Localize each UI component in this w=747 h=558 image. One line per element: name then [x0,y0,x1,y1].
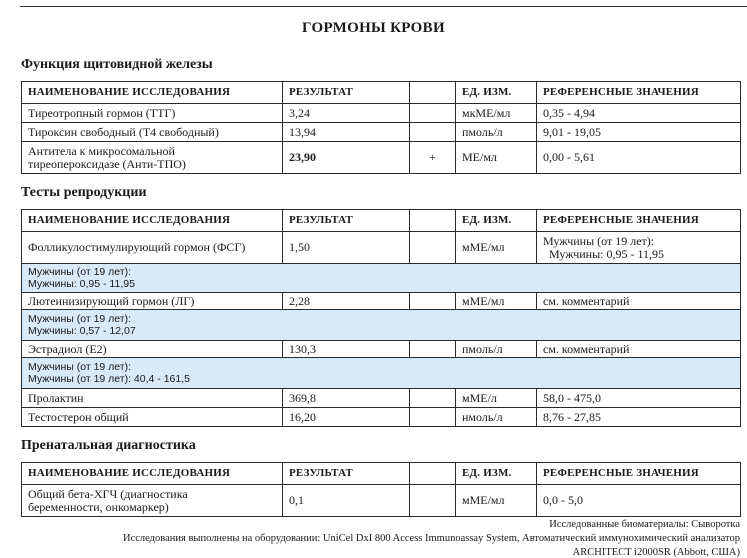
test-name-line: беременности, онкомаркер) [28,499,169,514]
test-reference: 9,01 - 19,05 [537,123,741,142]
test-reference: см. комментарий [537,341,741,358]
test-flag [410,232,456,264]
test-unit: МЕ/мл [456,142,537,174]
test-flag [410,341,456,358]
comment-row [22,358,741,389]
table-row [22,341,741,358]
test-name: Пролактин [22,389,283,408]
table-row [22,293,741,310]
header-reference: РЕФЕРЕНСНЫЕ ЗНАЧЕНИЯ [537,210,741,232]
table-header-row [22,463,741,485]
header-result: РЕЗУЛЬТАТ [283,82,410,104]
test-result: 16,20 [283,408,410,427]
table-row [22,408,741,427]
test-unit: мМЕ/л [456,389,537,408]
test-result: 130,3 [283,341,410,358]
footer-equipment-cont: ARCHITECT i2000SR (Abbott, США) [572,547,740,558]
test-name: Фолликулостимулирующий гормон (ФСГ) [22,232,283,264]
comment-row [22,264,741,293]
test-unit: нмоль/л [456,408,537,427]
header-result: РЕЗУЛЬТАТ [283,463,410,485]
test-name [22,142,283,174]
test-name: Лютеинизирующий гормон (ЛГ) [22,293,283,310]
table-row [22,104,741,123]
comment-line: Мужчины (от 19 лет): [28,361,132,373]
section-title-reproduction: Тесты репродукции [21,185,147,200]
test-name: Тиреотропный гормон (ТТГ) [22,104,283,123]
header-name: НАИМЕНОВАНИЕ ИССЛЕДОВАНИЯ [22,82,283,104]
table-row [22,389,741,408]
top-rule [20,0,747,7]
test-reference: 0,00 - 5,61 [537,142,741,174]
header-reference: РЕФЕРЕНСНЫЕ ЗНАЧЕНИЯ [537,463,741,485]
comment-row [22,310,741,341]
test-result: 369,8 [283,389,410,408]
test-unit: пмоль/л [456,123,537,142]
test-name: Эстрадиол (Е2) [22,341,283,358]
test-unit: мМЕ/мл [456,485,537,517]
test-reference: 0,0 - 5,0 [537,485,741,517]
reference-line: Мужчины: 0,95 - 11,95 [549,246,665,261]
header-unit: ЕД. ИЗМ. [456,82,537,104]
comment-line: Мужчины: 0,95 - 11,95 [28,278,135,290]
comment-line: Мужчины (от 19 лет): [28,266,132,278]
table-row [22,142,741,174]
table-header-row [22,210,741,232]
header-unit: ЕД. ИЗМ. [456,210,537,232]
comment-line: Мужчины (от 19 лет): 40,4 - 161,5 [28,373,190,385]
reference-line: Мужчины (от 19 лет): [543,233,655,248]
test-reference: 0,35 - 4,94 [537,104,741,123]
test-unit: пмоль/л [456,341,537,358]
test-flag [410,408,456,427]
comment-cell [22,310,741,341]
test-result: 3,24 [283,104,410,123]
test-flag [410,123,456,142]
test-flag [410,293,456,310]
test-reference: 58,0 - 475,0 [537,389,741,408]
test-reference: см. комментарий [537,293,741,310]
test-unit: мМЕ/мл [456,232,537,264]
test-flag [410,104,456,123]
footer-equipment: Исследования выполнены на оборудовании: UniCel DxI 800 Access Immunoassay System, Автоматический иммунохимический анализатор [123,533,740,544]
header-unit: ЕД. ИЗМ. [456,463,537,485]
reproduction-table [21,209,741,427]
comment-cell [22,358,741,389]
table-header-row [22,82,741,104]
thyroid-table [21,81,741,174]
test-result: 1,50 [283,232,410,264]
test-name [22,485,283,517]
header-flag [410,210,456,232]
test-result: 2,28 [283,293,410,310]
header-reference: РЕФЕРЕНСНЫЕ ЗНАЧЕНИЯ [537,82,741,104]
test-flag: + [410,142,456,174]
test-reference [537,232,741,264]
test-name-line: Антитела к микросомальной [28,143,175,158]
test-unit: мМЕ/мл [456,293,537,310]
page-title: ГОРМОНЫ КРОВИ [302,20,445,36]
table-row [22,485,741,517]
test-result: 0,1 [283,485,410,517]
comment-cell [22,264,741,293]
header-name: НАИМЕНОВАНИЕ ИССЛЕДОВАНИЯ [22,210,283,232]
table-row [22,123,741,142]
test-flag [410,485,456,517]
test-name: Тестостерон общий [22,408,283,427]
comment-line: Мужчины (от 19 лет): [28,313,132,325]
footer-biomaterial: Исследованные биоматериалы: Сыворотка [549,519,740,530]
test-reference: 8,76 - 27,85 [537,408,741,427]
header-result: РЕЗУЛЬТАТ [283,210,410,232]
test-name-line: тиреопероксидазе (Анти-ТПО) [28,156,186,171]
header-flag [410,463,456,485]
comment-line: Мужчины: 0,57 - 12,07 [28,325,136,337]
test-name: Тироксин свободный (Т4 свободный) [22,123,283,142]
test-name-line: Общий бета-ХГЧ (диагностика [28,486,188,501]
test-result: 13,94 [283,123,410,142]
prenatal-table [21,462,741,517]
table-row [22,232,741,264]
header-name: НАИМЕНОВАНИЕ ИССЛЕДОВАНИЯ [22,463,283,485]
test-result: 23,90 [283,142,410,174]
header-flag [410,82,456,104]
section-title-prenatal: Пренатальная диагностика [21,438,196,453]
section-title-thyroid: Функция щитовидной железы [21,57,213,72]
test-unit: мкМЕ/мл [456,104,537,123]
test-flag [410,389,456,408]
